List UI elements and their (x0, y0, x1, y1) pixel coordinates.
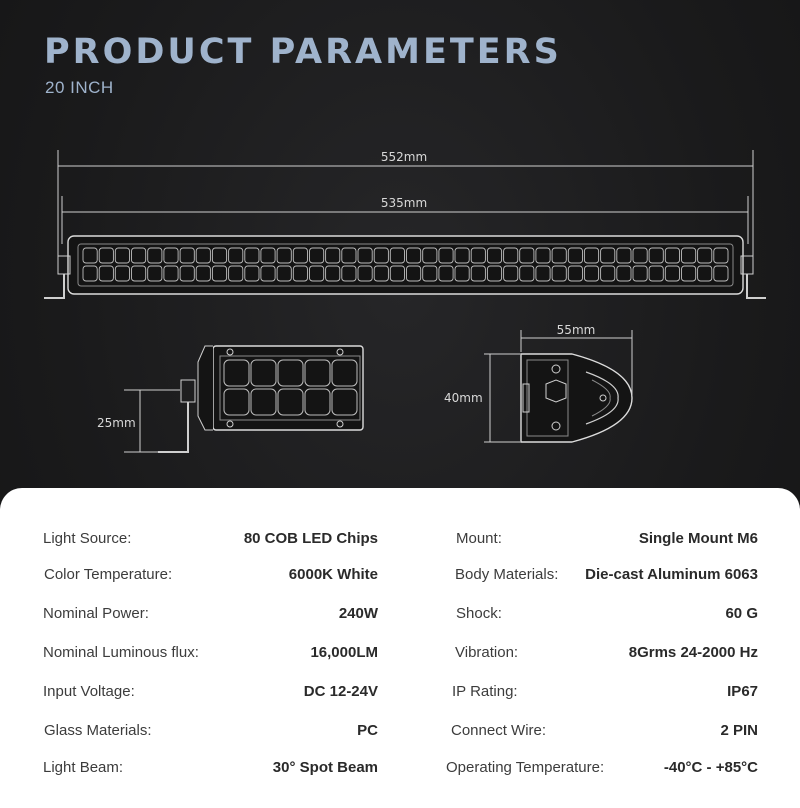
spec-label: Nominal Luminous flux: (43, 644, 199, 661)
spec-label: Color Temperature: (44, 566, 173, 583)
spec-label: Body Materials: (455, 566, 559, 583)
spec-value: 8Grms 24-2000 Hz (628, 644, 758, 661)
spec-label: Shock: (456, 605, 502, 622)
spec-value: -40°C - +85°C (663, 759, 758, 776)
spec-value: 60 G (725, 605, 758, 622)
light-bar-front-view (44, 236, 766, 298)
spec-value: Single Mount M6 (638, 530, 758, 547)
spec-row (0, 644, 800, 664)
specifications-panel (0, 488, 800, 808)
spec-row (0, 759, 800, 779)
spec-row (0, 683, 800, 703)
light-bar-end-view (521, 354, 632, 442)
spec-label: Light Source: (43, 530, 132, 547)
spec-value: 6000K White (288, 566, 378, 583)
spec-label: Nominal Power: (43, 605, 149, 622)
spec-row (0, 722, 800, 742)
spec-row (0, 566, 800, 586)
spec-label: Input Voltage: (43, 683, 135, 700)
spec-value: PC (357, 722, 378, 739)
spec-label: Operating Temperature: (446, 759, 605, 776)
spec-row (0, 530, 800, 550)
body-length-label: 535mm (380, 196, 428, 210)
overall-length-label: 552mm (380, 150, 428, 164)
end-height-label: 40mm (444, 391, 483, 405)
spec-value: IP67 (727, 683, 758, 700)
spec-label: Vibration: (455, 644, 519, 661)
spec-value: DC 12-24V (303, 683, 378, 700)
page-subtitle: 20 INCH (45, 78, 114, 97)
spec-value: 240W (338, 605, 378, 622)
spec-label: Connect Wire: (451, 722, 547, 739)
spec-label: Light Beam: (43, 759, 124, 776)
spec-value: 16,000LM (310, 644, 378, 661)
spec-label: IP Rating: (452, 683, 518, 700)
spec-label: Glass Materials: (44, 722, 152, 739)
end-width-label: 55mm (556, 323, 596, 337)
spec-value: 80 COB LED Chips (243, 530, 378, 547)
spec-value: 30° Spot Beam (272, 759, 378, 776)
side-height-label: 25mm (97, 416, 136, 430)
spec-label: Mount: (456, 530, 502, 547)
light-bar-side-view (158, 346, 363, 452)
spec-value: 2 PIN (720, 722, 758, 739)
spec-table (0, 488, 800, 808)
spec-value: Die-cast Aluminum 6063 (585, 566, 758, 583)
page-title: PRODUCT PARAMETERS (44, 32, 562, 72)
spec-row (0, 605, 800, 625)
